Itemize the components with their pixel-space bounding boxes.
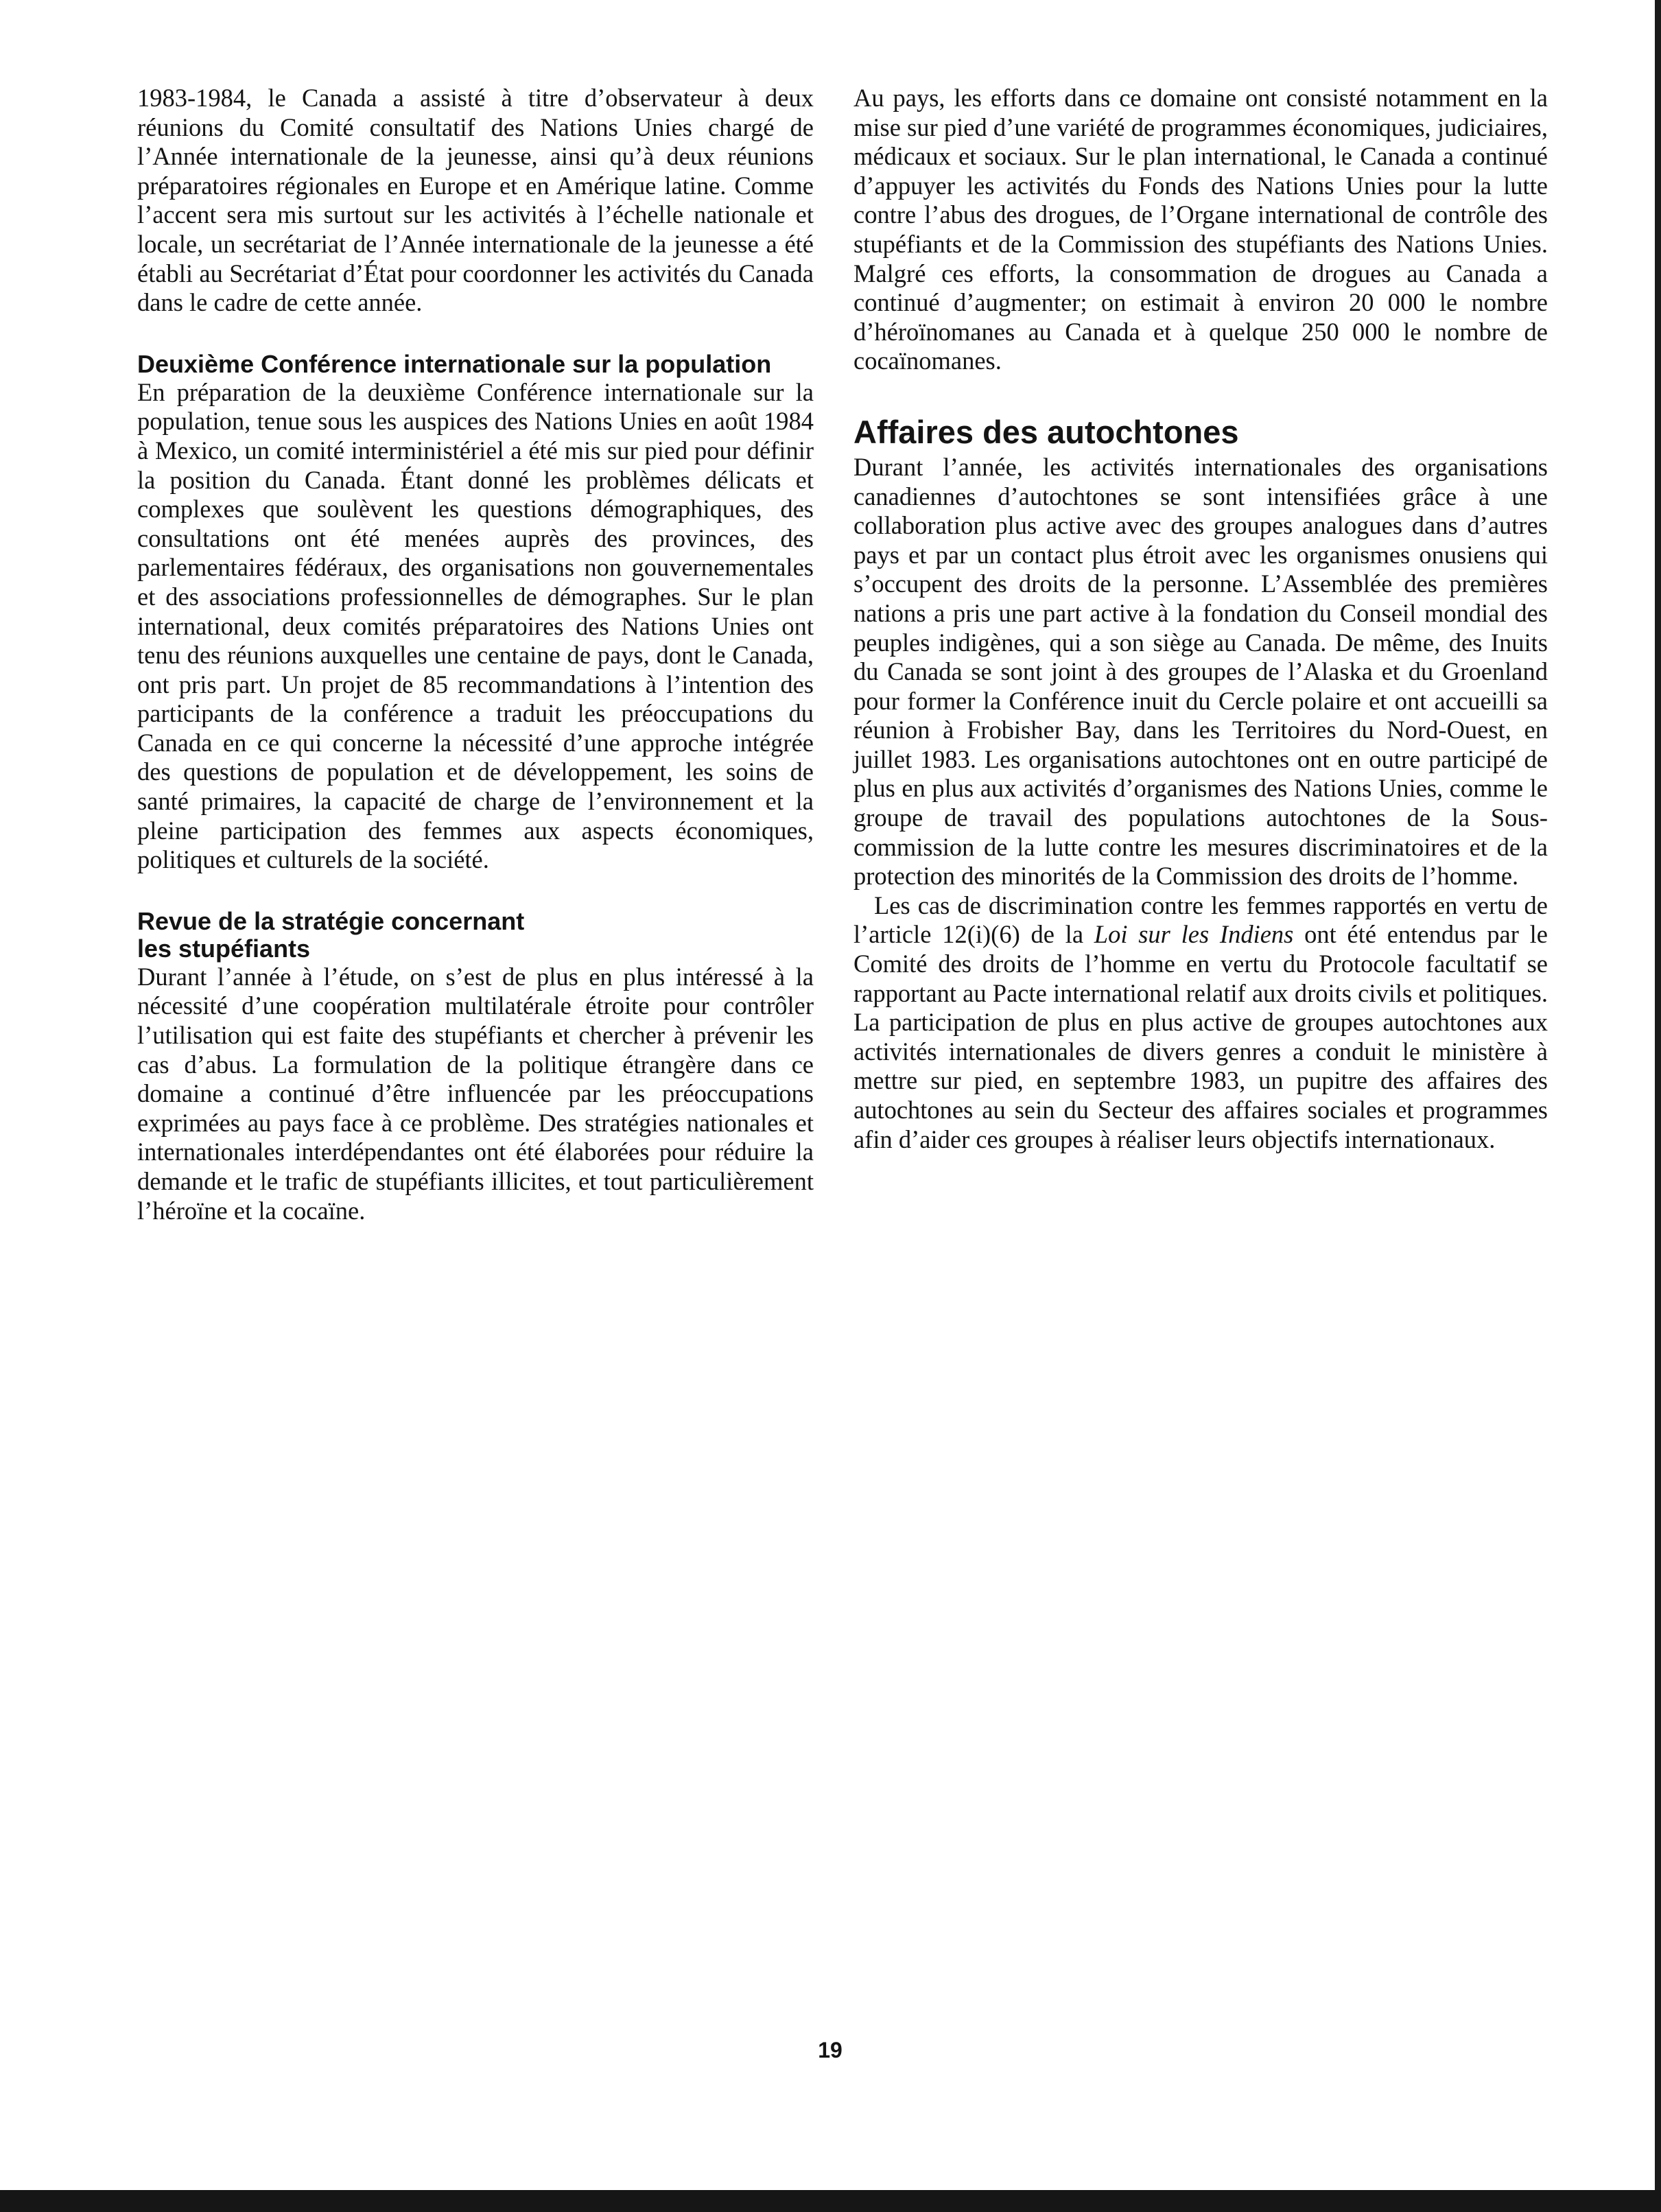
indian-act-paragraph — [853, 891, 1548, 1154]
indian-act-text-end: ont été entendus par le Comité des droits de l’homme en vertu du Protocole facultatif se rapportant au Pacte international relatif aux droits civils et politiques. La participation de plus en plus active de groupes autochtones aux activités internationales de divers genres a conduit le ministère à mettre sur pied, en septembre 1983, un pupitre des affaires des autochtones au sein du Secteur des affaires sociales et programmes afin d’aider ces groupes à réaliser leurs objectifs internationaux. — [853, 920, 1548, 1153]
drug-strategy-paragraph: Durant l’année à l’étude, on s’est de plus en plus intéressé à la nécessité d’une coopération multilatérale étroite pour contrôler l’utilisation qui est faite des stupéfiants et chercher à prévenir les cas d’abus. La formulation de la politique étrangère dans ce domaine a continué d’être influencée par les préoccupations exprimées au pays face à ce problème. Des stratégies nationales et internationales interdépendantes ont été élaborées pour réduire la demande et le trafic de stupéfiants illicites, et tout particulièrement l’héroïne et la cocaïne. — [137, 962, 814, 1225]
right-column — [853, 84, 1548, 1154]
youth-year-paragraph: 1983-1984, le Canada a assisté à titre d’observateur à deux réunions du Comité consultatif des Nations Unies chargé de l’Année internationale de la jeunesse, ainsi qu’à deux réunions préparatoires régionales en Europe et en Amérique latine. Comme l’accent sera mis surtout sur les activités à l’échelle nationale et locale, un secrétariat de l’Année internationale de la jeunesse a été établi au Secrétariat d’État pour coordonner les activités du Canada dans le cadre de cette année. — [137, 84, 814, 317]
population-conference-heading: Deuxième Conférence internationale sur la population — [137, 349, 772, 378]
indian-act-title: Loi sur les Indiens — [1094, 920, 1294, 949]
drug-strategy-heading-line-1: Revue de la stratégie concernant — [137, 906, 525, 935]
domestic-drug-efforts-paragraph: Au pays, les efforts dans ce domaine ont consisté notamment en la mise sur pied d’une variété de programmes économiques, judiciaires, médicaux et sociaux. Sur le plan international, le Canada a continué d’appuyer les activités du Fonds des Nations Unies pour la lutte contre l’abus des drogues, de l’Organe international de contrôle des stupéfiants et de la Commission des stupéfiants des Nations Unies. Malgré ces efforts, la consommation de drogues au Canada a continué d’augmenter; on estimait à environ 20 000 le nombre d’héroïnomanes au Canada et à quelque 250 000 le nombre de cocaïnomanes. — [853, 84, 1548, 375]
drug-strategy-heading — [137, 908, 814, 963]
left-column — [137, 84, 814, 1225]
indian-act-text-start: Les cas de discrimination contre les femmes rapportés en vertu de l’article 12(i)(6) de la — [853, 891, 1548, 949]
population-conference-paragraph: En préparation de la deuxième Conférence internationale sur la population, tenue sous les auspices des Nations Unies en août 1984 à Mexico, un comité interministériel a été mis sur pied pour définir la position du Canada. Étant donné les problèmes délicats et complexes que soulèvent les questions démographiques, des consultations ont été menées auprès des provinces, des parlementaires fédéraux, des organisations non gouvernementales et des associations professionnelles de démographes. Sur le plan international, deux comités préparatoires des Nations Unies ont tenu des réunions auxquelles une centaine de pays, dont le Canada, ont pris part. Un projet de 85 recommandations à l’intention des participants de la conférence a traduit les préoccupations du Canada en ce qui concerne la nécessité d’une approche intégrée des questions de population et de développement, les soins de santé primaires, la capacité de charge de l’environnement et la pleine participation des femmes aux aspects économiques, politiques et culturels de la société. — [137, 377, 814, 874]
page-number: 19 — [818, 2038, 843, 2062]
native-affairs-heading: Affaires des autochtones — [853, 413, 1239, 450]
scan-edge-right — [1655, 0, 1661, 2212]
native-organizations-paragraph: Durant l’année, les activités internationales des organisations canadiennes d’autochtones se sont intensifiées grâce à une collaboration plus active avec des groupes analogues dans d’autres pays et par un contact plus étroit avec les organismes onusiens qui s’occupent des droits de la personne. L’Assemblée des premières nations a pris une part active à la fondation du Conseil mondial des peuples indigènes, qui a son siège au Canada. De même, des Inuits du Canada se sont joint à des groupes de l’Alaska et du Groenland pour former la Conférence inuit du Cercle polaire et ont accueilli sa réunion à Frobisher Bay, dans les Territoires du Nord-Ouest, en juillet 1983. Les organisations autochtones ont en outre participé de plus en plus aux activités d’organismes des Nations Unies, comme le groupe de travail des populations autochtones de la Sous-commission de la lutte contre les mesures discriminatoires et de la protection des minorités de la Commission des droits de l’homme. — [853, 452, 1548, 891]
scan-edge-bottom — [0, 2190, 1661, 2212]
drug-strategy-heading-line-2: les stupéfiants — [137, 934, 311, 963]
